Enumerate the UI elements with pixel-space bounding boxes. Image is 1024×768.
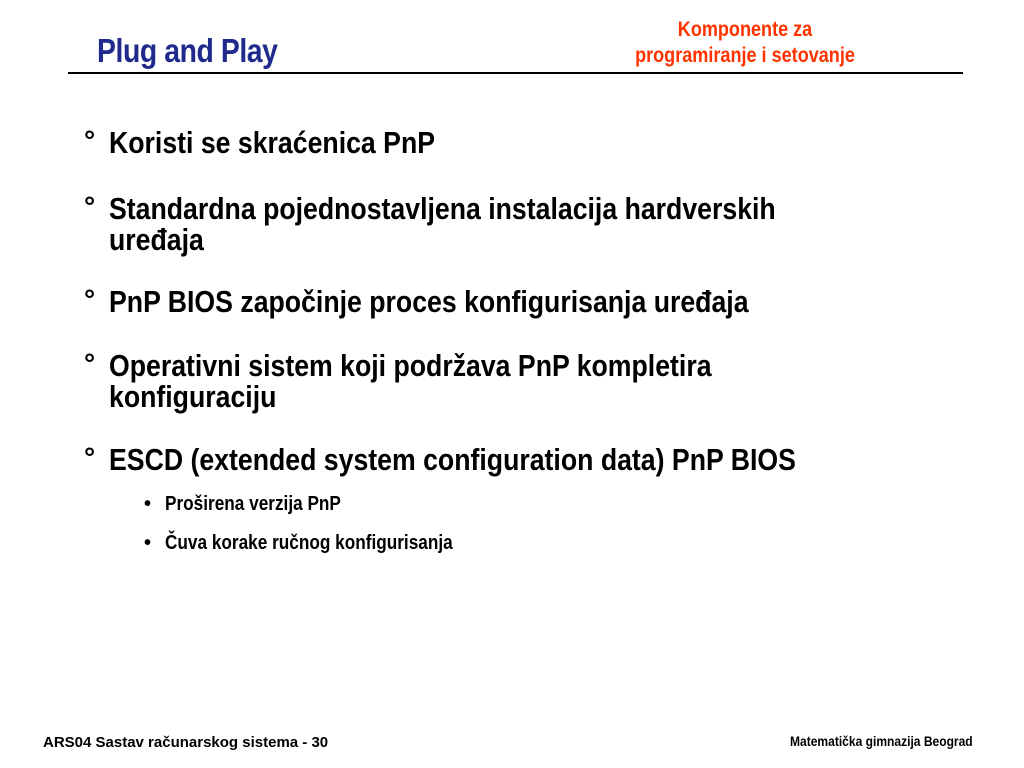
bullet-text: Operativni sistem koji podržava PnP kompletira [109, 348, 712, 383]
footer-left-text: ARS04 Sastav računarskog sistema - 30 [43, 734, 329, 751]
subtitle-line-2: programiranje i setovanje [635, 44, 855, 67]
slide-subtitle [590, 17, 900, 69]
bullet-text: ESCD (extended system configuration data) PnP BIOS [109, 442, 796, 477]
bullet-marker: ° [84, 125, 96, 156]
footer-right-text: Matematička gimnazija Beograd [790, 733, 973, 749]
bullet-text: Koristi se skraćenica PnP [109, 125, 436, 160]
bullet-text: PnP BIOS započinje proces konfigurisanja uređaja [109, 284, 749, 319]
sub-bullet-text: Čuva korake ručnog konfigurisanja [165, 532, 453, 554]
header-divider [68, 72, 963, 74]
bullet-text: konfiguraciju [109, 379, 277, 414]
bullet-marker: ° [84, 442, 96, 473]
bullet-marker: ° [84, 348, 96, 379]
bullet-text: Standardna pojednostavljena instalacija hardverskih [109, 191, 776, 226]
bullet-marker: ° [84, 284, 96, 315]
slide-title: Plug and Play [97, 32, 278, 69]
bullet-text: uređaja [109, 222, 204, 257]
sub-bullet-marker: • [144, 532, 152, 554]
sub-bullet-text: Proširena verzija PnP [165, 493, 341, 515]
sub-bullet-marker: • [144, 493, 152, 515]
subtitle-line-1: Komponente za [677, 18, 813, 41]
bullet-marker: ° [84, 191, 96, 222]
